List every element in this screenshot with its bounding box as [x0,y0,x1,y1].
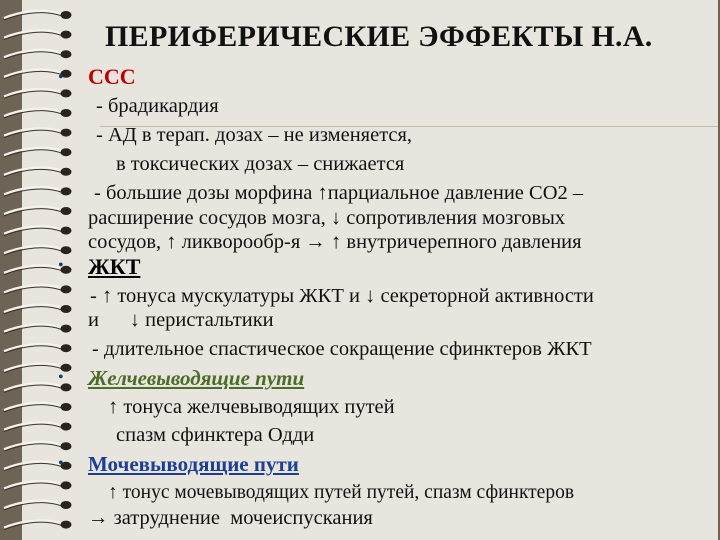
css-line-intracranial: сосудов, ↑ ликворообр-я → ↑ внутричерепного давления [88,231,582,253]
css-line-blood-pressure: - АД в терап. дозах – не изменяется, [96,124,413,146]
css-line-toxic-doses: в токсических дозах – снижается [116,153,405,175]
section-heading-gi: ЖКТ [88,254,141,279]
slide-title: ПЕРИФЕРИЧЕСКИЕ ЭФФЕКТЫ Н.А. [105,20,653,53]
biliary-line-tone: ↑ тонуса желчевыводящих путей [108,396,395,418]
css-line-vessels: расширение сосудов мозга, ↓ сопротивления мозговых [88,207,566,229]
section-heading-css: ССС [88,64,136,89]
bullet-urinary: • [58,455,64,472]
section-heading-urinary: Мочевыводящие пути [88,452,299,476]
bullet-css: • [58,69,64,86]
bullet-biliary: • [58,369,64,386]
gi-line-spasm: - длительное спастическое сокращение сфинктеров ЖКТ [92,338,592,360]
css-line-morphine: - большие дозы морфина ↑парциальное давление СО2 – [94,182,584,204]
spiral-binding-decoration [0,0,86,540]
urinary-line-difficulty: → затруднение мочеиспускания [88,507,373,529]
section-heading-biliary: Желчевыводящие пути [88,366,305,390]
biliary-line-oddi: спазм сфинктера Одди [116,424,315,446]
gi-line-tone: - ↑ тонуса мускулатуры ЖКТ и ↓ секреторной активности [90,285,594,307]
bullet-gi: • [58,257,64,274]
urinary-line-tone: ↑ тонус мочевыводящих путей путей, спазм сфинктеров [108,482,575,503]
gi-line-peristalsis: и ↓ перистальтики [88,309,274,331]
css-line-bradycardia: - брадикардия [96,95,219,117]
